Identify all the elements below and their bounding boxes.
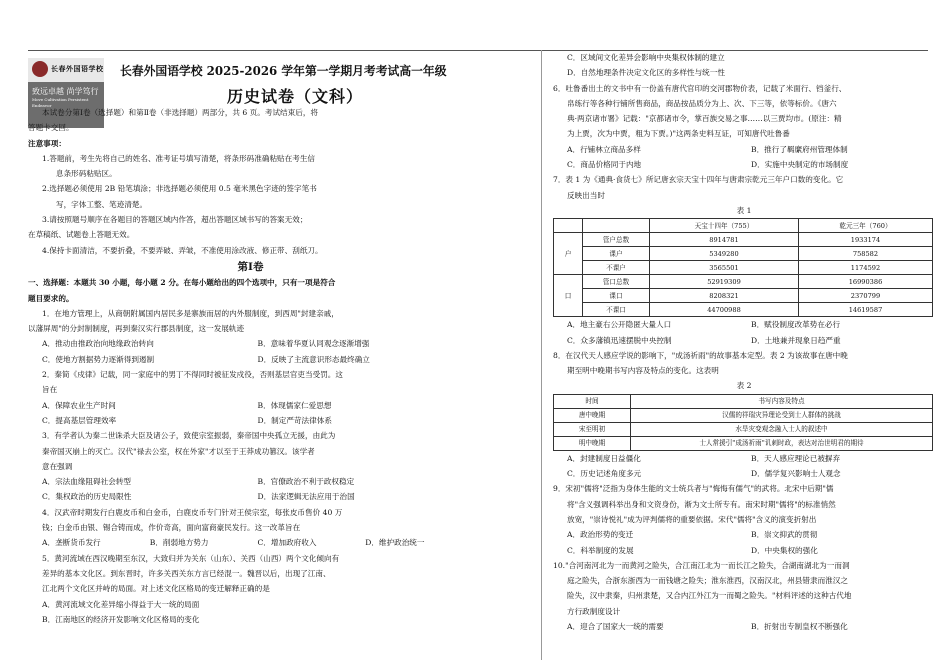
question-5 xyxy=(28,551,473,627)
option-b: B．官僚政治不利于政权稳定 xyxy=(257,477,355,487)
logo-english: Move Cultivation Persistent Endeavor xyxy=(32,97,89,108)
option-b: B．折射出专制皇权不断强化 xyxy=(751,622,848,632)
question-text: 差异的基本文化区。到东晋时，许多关西关东方言已经混一。魏晋以后，出现了江南、 xyxy=(42,568,331,578)
table-row xyxy=(554,233,933,247)
note-line: 1.答题前，考生先将自己的姓名、准考证号填写清楚，将条形码准确粘贴在考生信 xyxy=(42,153,316,163)
question-7 xyxy=(553,172,935,347)
table2-caption: 表 2 xyxy=(736,381,752,391)
question-text: 以藩屏周"的分封制制度，再到秦汉实行郡县制度，这一发展轨迹 xyxy=(28,324,245,334)
table-cell: 管户总数 xyxy=(583,233,650,247)
option-b: B．崇文抑武的贯彻 xyxy=(751,530,818,540)
notes-label: 注意事项： xyxy=(28,138,66,148)
option-c: C．使地方割据势力逐渐得到遏制 xyxy=(42,354,155,364)
table-cell: 2370799 xyxy=(798,289,932,303)
question-text: 钱；白金币由银、锡合铸而成，作价奇高，面向富商豪民发行。这一改革旨在 xyxy=(42,523,301,533)
intro-line: 本试卷分第Ⅰ卷（选择题）和第Ⅱ卷（非选择题）两部分，共 6 页。考试结束后，将 xyxy=(42,108,319,117)
option-d: D．儒学复兴影响士人观念 xyxy=(751,469,841,479)
table-row xyxy=(554,289,933,303)
option-d: D．中央集权的强化 xyxy=(751,545,818,555)
question-text: 为上贾，次为中贾，粗为下贾。)"这两条史料互证，可知唐代吐鲁番 xyxy=(567,129,790,139)
table-cell: 14619587 xyxy=(798,303,932,317)
section-title: 第Ⅰ卷 xyxy=(237,261,264,273)
option-b: B．削弱地方势力 xyxy=(149,538,209,548)
option-a: A．行铺林立商品多样 xyxy=(567,144,641,154)
header-cell xyxy=(554,219,583,233)
question-text: 5．黄河流域在西汉晚期至东汉，大致归并为关东（山东）、关西（山西）两个文化倾向有 xyxy=(42,553,340,563)
table-row xyxy=(554,247,933,261)
header-cell xyxy=(583,219,650,233)
question-9 xyxy=(553,481,935,557)
table-cell: 宋至明初 xyxy=(554,422,631,436)
option-c: C．增加政府收入 xyxy=(257,538,317,548)
question-text: 期至明中晚期书写内容及特点的变化。这表明 xyxy=(567,366,719,376)
option-b: B．推行了羁縻府州管理体制 xyxy=(751,144,848,154)
header-cell: 天宝十四年（755） xyxy=(650,219,799,233)
header-cell: 书写内容及特点 xyxy=(631,394,933,408)
note-line: 息条形码粘贴区。 xyxy=(56,169,117,179)
section-instructions: 题目要求的。 xyxy=(28,293,74,303)
question-text: 庭之险失，合浙东浙西为一而钱塘之险失；淮东淮西，汉南汉北，州县错隶而淮汉之 xyxy=(567,576,848,586)
table-cell: 52919309 xyxy=(650,275,799,289)
question-text: 方行政制度设计 xyxy=(567,606,621,616)
option-a: A．地主豪右公开隐匿大量人口 xyxy=(567,320,672,330)
question-text: 帛练行等各种行铺所售商品，商品按品质分为上、次、下三等，依等标价。《唐六 xyxy=(567,98,837,108)
table-2 xyxy=(553,394,933,451)
note-line: 写，字体工整、笔迹清楚。 xyxy=(56,199,148,209)
question-text: 3．有学者认为秦二世诛杀大臣及诸公子，致使宗室振弱，秦帝国中央孤立无援，由此为 xyxy=(42,431,336,441)
table-cell: 水旱灾变观念融入士人的叙述中 xyxy=(631,422,933,436)
table-cell: 44700988 xyxy=(650,303,799,317)
exam-title: 历史试卷（文科） xyxy=(227,87,364,106)
table-cell: 1933174 xyxy=(798,233,932,247)
option-a: A．封建制度日益僵化 xyxy=(567,453,641,463)
option-c: C．历史记述角度多元 xyxy=(567,469,642,479)
option-d: D．反映了主流意识形态最终确立 xyxy=(257,354,370,364)
table-cell: 8914781 xyxy=(650,233,799,247)
question-1 xyxy=(28,306,473,367)
option-d: D．维护政治统一 xyxy=(365,538,425,548)
question-text: 旨在 xyxy=(42,385,58,395)
question-3 xyxy=(28,428,473,504)
column-divider xyxy=(541,50,542,660)
option-a: A．推动由推政治向地缘政治转向 xyxy=(42,339,154,349)
option-b: B．天人感应理论已被摒弃 xyxy=(751,453,841,463)
table-row xyxy=(554,261,933,275)
option-a: A．垄断货币发行 xyxy=(42,538,101,548)
header-cell: 时间 xyxy=(554,394,631,408)
note-line: 在草稿纸、试题卷上答题无效。 xyxy=(28,230,135,240)
option-d: D．法家逻辑无法应用于治国 xyxy=(257,492,355,502)
question-text: 6．吐鲁番出土的文书中有一份盖有唐代官印的交河郡物价表，记载了米面行、铛釜行、 xyxy=(553,83,847,93)
question-text: 江北两个文化区并峙的局面。对上述文化区格局的变迁解释正确的是 xyxy=(42,584,270,594)
table-cell: 汉儒的祥瑞灾异理论受到士人群体的挑战 xyxy=(631,408,933,422)
group-cell: 口 xyxy=(554,275,583,317)
table-cell: 课口 xyxy=(583,289,650,303)
option-c: C．集权政治的历史局限性 xyxy=(42,492,132,502)
table-header-row xyxy=(554,219,933,233)
option-b: B．体现儒家仁爱思想 xyxy=(257,400,332,410)
header-cell: 乾元三年（760） xyxy=(798,219,932,233)
question-10 xyxy=(553,558,935,634)
logo-name: 长春外国语学校 xyxy=(51,64,104,73)
option-c: C．商品价格同于内地 xyxy=(567,160,642,170)
table1-caption: 表 1 xyxy=(736,205,752,215)
question-2 xyxy=(28,367,473,428)
group-cell: 户 xyxy=(554,233,583,275)
table-1 xyxy=(553,218,933,317)
option-b: B．赋役制度改革势在必行 xyxy=(751,320,841,330)
option-d: D．自然地理条件决定文化区的多样性与统一性 xyxy=(567,68,725,78)
question-text: 9．宋初"儒将"泛指为身体生能的文士统兵者与"悔悔有儒气"的武将。北宋中后期"儒 xyxy=(553,484,834,494)
school-seal-icon xyxy=(32,61,48,77)
question-text: 典·两京诸市署》记载："京都诸市令，掌百族交易之事……以三贾均市。(原注：精 xyxy=(567,114,842,124)
question-text: 7．表 1 为《通典·食货七》所记唐玄宗天宝十四年与唐肃宗乾元三年户口数的变化。它 xyxy=(553,175,844,185)
table-cell: 明中晚期 xyxy=(554,436,631,450)
question-text: 放宽，"崇诗悦礼"成为评判儒将的重要依据。宋代"儒将"含义的演变折射出 xyxy=(567,514,817,524)
question-text: 8．在汉代天人感应学说的影响下，"成汤祈雨"的故事基本定型。表 2 为该故事在唐中晚 xyxy=(553,350,848,360)
section-instructions: 一、选择题：本题共 30 小题，每小题 2 分。在每小题给出的四个选项中，只有一项是符合 xyxy=(28,278,336,288)
note-line: 2.选择题必须使用 2B 铅笔填涂；非选择题必须使用 0.5 毫米黑色字迹的签字笔书 xyxy=(42,184,317,194)
question-text: 4．汉武帝时期发行白鹿皮币和白金币，白鹿皮币专门针对王侯宗室，每张皮币售价 40 万 xyxy=(42,507,343,517)
table-cell: 唐中晚期 xyxy=(554,408,631,422)
option-a: A．政治形势的变迁 xyxy=(567,530,634,540)
note-line: 3.请按照题号顺序在各题目的答题区域内作答，超出答题区域书写的答案无效； xyxy=(42,215,308,225)
option-d: D．土地兼并现象日趋严重 xyxy=(751,335,841,345)
note-line: 4.保持卡面清洁，不要折叠，不要弄破、弄皱，不准使用涂改液、修正带、刮纸刀。 xyxy=(42,245,323,255)
table-cell: 8208321 xyxy=(650,289,799,303)
question-text: 10."合河南河北为一而黄河之险失，合江南江北为一而长江之险失，合湖南湖北为一而洞 xyxy=(553,560,850,570)
option-d: D．实施中央制定的市场制度 xyxy=(751,160,849,170)
table-row xyxy=(554,436,933,450)
table-cell: 1174592 xyxy=(798,261,932,275)
option-c: C．科举制度的发展 xyxy=(567,545,634,555)
option-d: D．制定严苛法律体系 xyxy=(257,415,332,425)
question-4 xyxy=(28,505,473,551)
option-b: B．江南地区的经济开发影响文化区格局的变化 xyxy=(42,614,200,624)
table-header-row xyxy=(554,394,933,408)
table-cell: 3565501 xyxy=(650,261,799,275)
question-8 xyxy=(553,348,935,481)
question-text: 反映出当时 xyxy=(567,190,605,200)
table-row xyxy=(554,303,933,317)
question-text: 2．秦简《戍律》记载，同一家庭中的男丁不得同时被征发戍役，否则基层官吏当受罚。这 xyxy=(42,370,343,380)
intro-line: 答题卡交回。 xyxy=(28,123,74,133)
question-text: 将"含义强调科举出身和文资身份，渐为文士所专有。南宋时期"儒将"的标准悄然 xyxy=(567,499,836,509)
table-row xyxy=(554,408,933,422)
table-cell: 5349280 xyxy=(650,247,799,261)
option-a: A．迎合了国家大一统的需要 xyxy=(567,622,664,632)
question-text: 意在强调 xyxy=(42,461,73,471)
option-a: A．黄河流域文化差异缩小得益于大一统的局面 xyxy=(42,599,200,609)
option-b: B．意味着华夏认同观念逐渐增强 xyxy=(257,339,370,349)
table-row xyxy=(554,275,933,289)
option-a: A．保障农业生产时间 xyxy=(42,400,116,410)
question-text: 险失，汉中隶秦，归州隶楚，又合内江外江为一而蜀之险失。"材料评述的这种古代地 xyxy=(567,591,852,601)
question-text: 秦帝国灭崩上的灭亡。汉代"禄去公室，权在外家"才以至于王莽成功篡汉。该学者 xyxy=(42,446,315,456)
table-cell: 不课口 xyxy=(583,303,650,317)
table-cell: 课户 xyxy=(583,247,650,261)
option-c: C．众多藩镇迅速摆脱中央控制 xyxy=(567,335,672,345)
question-text: 1．在地方管理上，从商朝附属国内居民多是寨族而居的内外服制度，到西周"封建亲戚， xyxy=(42,308,339,318)
table-cell: 管口总数 xyxy=(583,275,650,289)
option-c: C．提高基层管理效率 xyxy=(42,415,117,425)
table-cell: 不课户 xyxy=(583,261,650,275)
option-a: A．宗法血缘阻碍社会转型 xyxy=(42,477,132,487)
table-cell: 758582 xyxy=(798,247,932,261)
logo-motto: 致远卓越 尚学笃行 xyxy=(32,87,99,96)
school-line: 长春外国语学校 2025-2026 学年第一学期月考考试高一年级 xyxy=(120,64,447,78)
table-row xyxy=(554,422,933,436)
option-c: C．区域间文化差异会影响中央集权体制的建立 xyxy=(567,53,725,62)
table-cell: 16990386 xyxy=(798,275,932,289)
question-6 xyxy=(553,81,935,173)
table-cell: 士人常援引"成汤祈雨"讥刺时政，表达对治世明君的期待 xyxy=(631,436,933,450)
